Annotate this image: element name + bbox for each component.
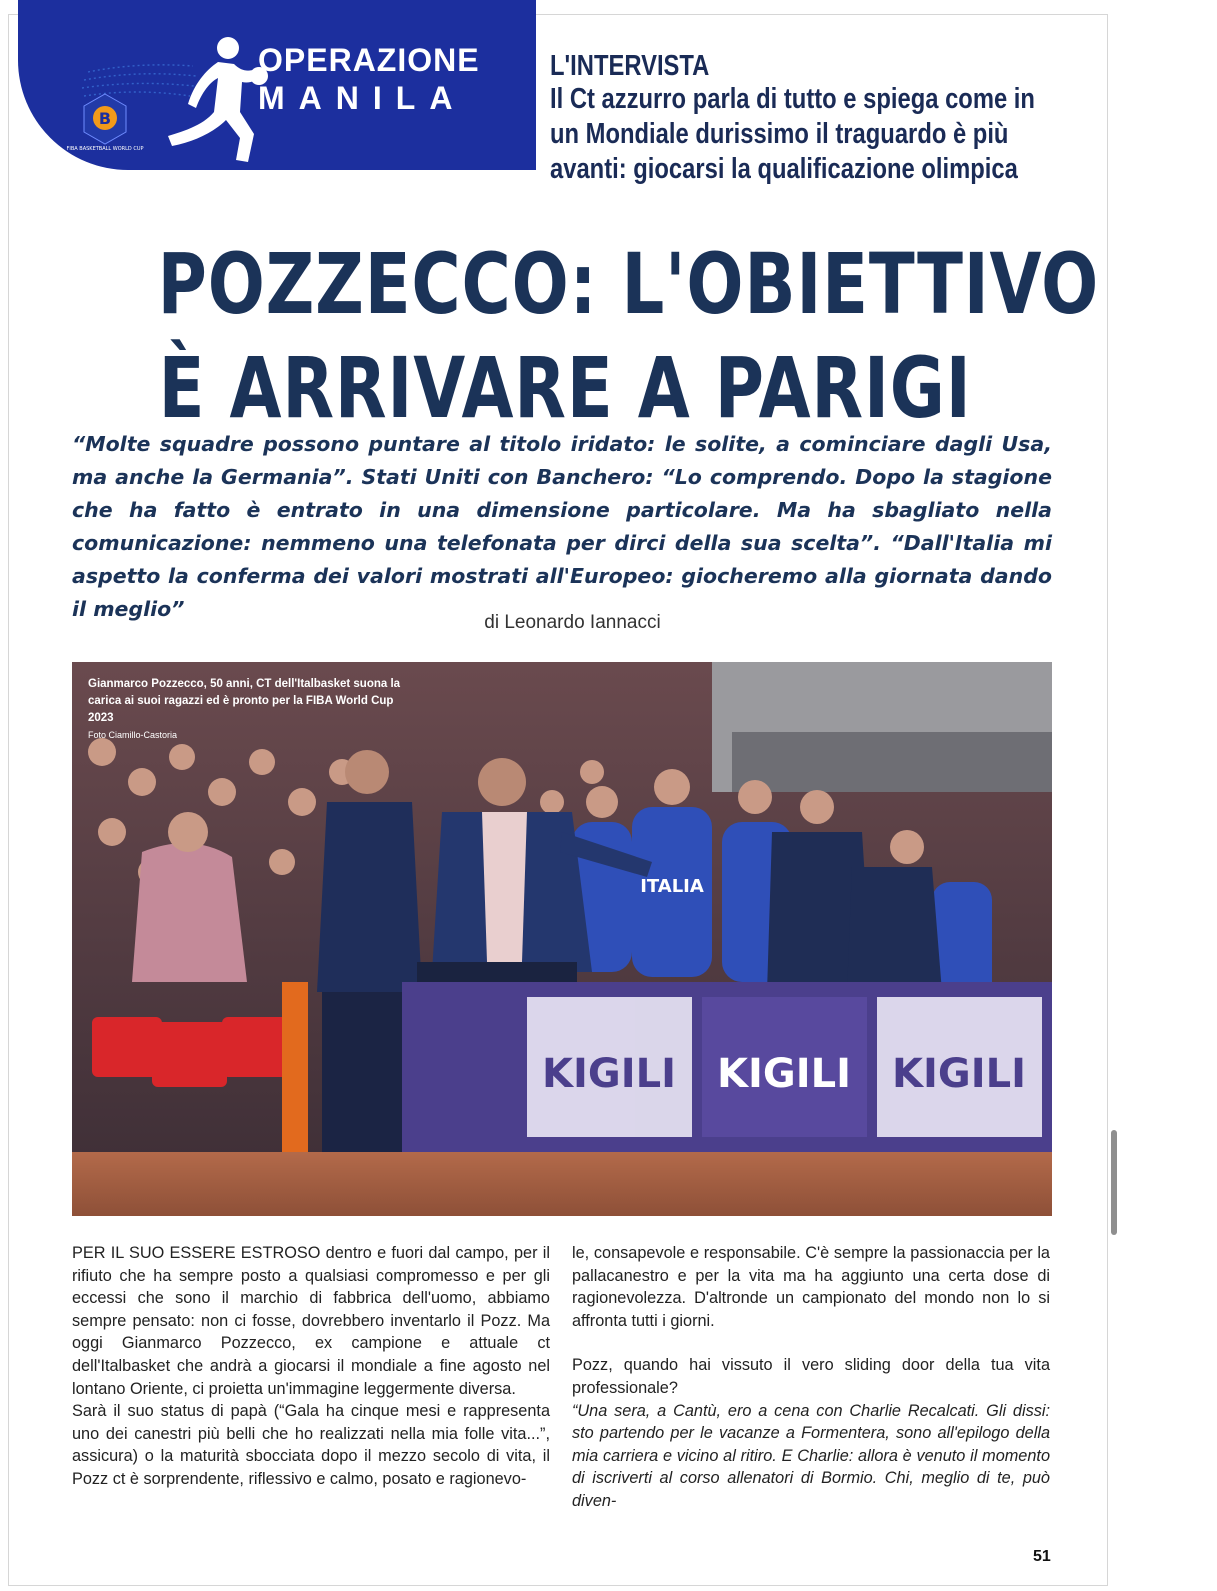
lead-in: PER IL SUO ESSERE ESTROSO [72, 1244, 321, 1262]
section-banner [18, 0, 536, 170]
headline [40, 232, 1100, 440]
player-silhouette-icon [168, 37, 268, 162]
jersey-text: ITALIA [640, 876, 704, 897]
section-title-line1: OPERAZIONE [258, 42, 480, 78]
paragraph: Sarà il suo status di papà (“Gala ha cinque mesi e rappresenta uno dei canestri più belli che ho realizzati nella mia folle vita...”, assicura) o la maturità sbocciata dopo il mezzo secolo di vita, il Pozz ct è sorprendente, riflessivo e calmo, posato e ragionevo- [72, 1402, 550, 1488]
paragraph: dentro e fuori dal campo, per il rifiuto che ha sempre posto a qualsiasi compromesso e per gli eccessi che sono il marchio di fabbrica dell'uomo, abbiamo sempre pensato: non ci fosse, dovrebbero inventarlo il Pozz. Ma oggi Gianmarco Pozzecco, ex campione e attuale ct dell'Italbasket che andrà a giocarsi il mondiale a fine agosto nel lontano Oriente, ci proietta un'immagine leggermente diversa. [72, 1244, 550, 1398]
kicker-description: Il Ct azzurro parla di tutto e spiega come in un Mondiale durissimo il traguardo è più avanti: giocarsi la qualificazione olimpica [550, 83, 1035, 185]
sponsor-board: KIGILI [717, 1051, 851, 1097]
interview-answer: “Una sera, a Cantù, ero a cena con Charlie Recalcati. Gli dissi: sto partendo per le vacanze a Formentera, sono all'epilogo della mia carriera e vicino al ritiro. E Charlie: allora è venuto il momento di iscriverti al corso allenatori di Bormio. Chi, meglio di te, può diven- [572, 1401, 1050, 1510]
section-title-line2: MANILA [258, 80, 467, 116]
section-title [258, 42, 480, 118]
world-cup-logo [66, 92, 144, 152]
kicker [550, 50, 1170, 187]
body-column-right [572, 1242, 1050, 1513]
standfirst: “Molte squadre possono puntare al titolo iridato: le solite, a cominciare dagli Usa, ma anche la Germania”. Stati Uniti con Banchero: “Lo comprendo. Dopo la stagione che ha fatto è entrato in una dimensione particolare. Ma ha sbagliato nella comunicazione: nemmeno una telefonata per dirci della sua scelta”. “Dall'Italia mi aspetto la conferma dei valori mostrati all'Europeo: giocheremo alla giornata dando il meglio” [72, 432, 1052, 621]
page-number: 51 [1033, 1548, 1051, 1565]
interview-question: Pozz, quando hai vissuto il vero sliding door della tua vita professionale? [572, 1356, 1050, 1397]
byline: di Leonardo Iannacci [484, 612, 661, 633]
headline-line1: POZZECCO: L'OBIETTIVO [157, 235, 1100, 333]
scrollbar[interactable] [1111, 1130, 1117, 1235]
paragraph: le, consapevole e responsabile. C'è sempre la passionaccia per la pallacanestro e per la vita ma ha aggiunto una certa dose di ragionevolezza. D'altronde un campionato del mondo non lo si affronta tutti i giorni. [572, 1244, 1050, 1330]
photo-caption [88, 676, 418, 744]
article-photo [72, 662, 1052, 1216]
body-column-left [72, 1242, 550, 1491]
svg-text:FIBA BASKETBALL WORLD CUP: FIBA BASKETBALL WORLD CUP [66, 146, 144, 152]
photo-credit: Foto Ciamillo-Castoria [88, 730, 178, 740]
sponsor-board: KIGILI [892, 1051, 1026, 1097]
svg-text:B: B [98, 109, 112, 128]
kicker-label: L'INTERVISTA [550, 50, 710, 82]
headline-line2: È ARRIVARE A PARIGI [158, 339, 972, 437]
photo-illustration [72, 662, 1052, 1216]
photo-caption-text: Gianmarco Pozzecco, 50 anni, CT dell'Italbasket suona la carica ai suoi ragazzi ed è pronto per la FIBA World Cup 2023 [88, 678, 401, 724]
sponsor-board: KIGILI [542, 1051, 676, 1097]
